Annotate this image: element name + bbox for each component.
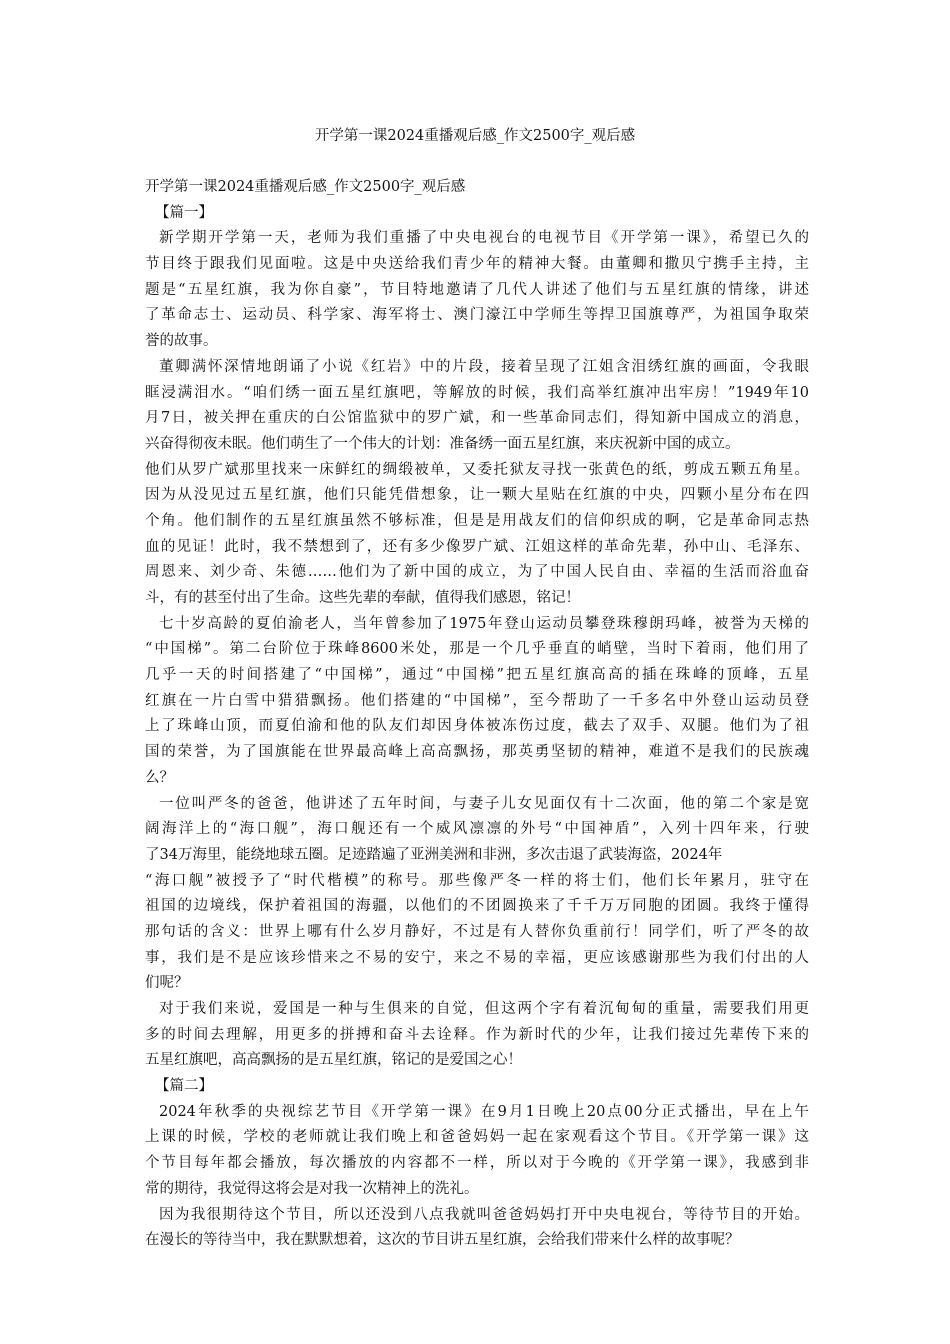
paragraph-line: 因为从没见过五星红旗，他们只能凭借想象，让一颗大星贴在红旗的中央，四颗小星分布在四 — [145, 487, 809, 504]
paragraph-line: 一位叫严冬的爸爸，他讲述了五年时间，与妻子儿女见面仅有十二次面，他的第二个家是宽 — [159, 795, 809, 812]
paragraph-line: 因为我很期待这个节目，所以还没到八点我就叫爸爸妈妈打开中央电视台，等待节目的开始。 — [159, 1206, 809, 1223]
paragraph-line: 题是“五星红旗，我为你自豪”，节目特地邀请了几代人讲述了他们与五星红旗的情缘，讲述 — [145, 281, 809, 298]
paragraph-line: 董卿满怀深情地朗诵了小说《红岩》中的片段，接着呈现了江姐含泪绣红旗的画面，令我眼 — [159, 358, 809, 375]
section-heading-1: 【篇一】 — [155, 204, 213, 221]
content-title: 开学第一课2024重播观后感_作文2500字_观后感 — [145, 179, 466, 195]
paragraph-line: 2024年秋季的央视综艺节目《开学第一课》在9月1日晚上20点00分正式播出，早在上午 — [159, 1103, 809, 1120]
paragraph-line: 月7日，被关押在重庆的白公馆监狱中的罗广斌，和一些革命同志们，得知新中国成立的消息， — [145, 410, 809, 427]
section-heading-2: 【篇二】 — [155, 1078, 213, 1095]
paragraph-line: “中国梯”。第二台阶位于珠峰8600米处，那是一个几乎垂直的峭壁，当时下着雨，他们用了 — [145, 641, 809, 658]
paragraph-line: 们呢？ — [145, 975, 189, 992]
paragraph-line: 个角。他们制作的五星红旗虽然不够标准，但是是用战友们的信仰织成的啊，它是革命同志热 — [145, 512, 809, 529]
paragraph-line: 那句话的含义：世界上哪有什么岁月静好，不过是有人替你负重前行！同学们，听了严冬的故 — [145, 923, 809, 940]
paragraph-line: 血的见证！此时，我不禁想到了，还有多少像罗广斌、江姐这样的革命先辈，孙中山、毛泽东、 — [145, 538, 809, 555]
paragraph-line: 祖国的边境线，保护着祖国的海疆，以他们的不团圆换来了千千万万同胞的团圆。我终于懂得 — [145, 898, 809, 915]
paragraph-line: “海口舰”被授予了“时代楷模”的称号。那些像严冬一样的将士们，他们长年累月，驻守在 — [145, 872, 809, 889]
paragraph-line: 他们从罗广斌那里找来一床鲜红的绸缎被单，又委托狱友寻找一张黄色的纸，剪成五颗五角星。 — [145, 461, 809, 478]
paragraph-line: 个节目每年都会播放，每次播放的内容都不一样，所以对于今晚的《开学第一课》，我感到非 — [145, 1155, 809, 1172]
paragraph-line: 对于我们来说，爱国是一种与生俱来的自觉，但这两个字有着沉甸甸的重量，需要我们用更 — [159, 1001, 809, 1017]
paragraph-line: 了34万海里，能绕地球五圈。足迹踏遍了亚洲美洲和非洲，多次击退了武装海盗，2024年 — [145, 846, 723, 863]
paragraph-line: 兴奋得彻夜未眠。他们萌生了一个伟大的计划：准备绣一面五星红旗，来庆祝新中国的成立。 — [145, 435, 740, 452]
page-header-title: 开学第一课2024重播观后感_作文2500字_观后感 — [314, 128, 636, 144]
paragraph-line: 眶浸满泪水。“咱们绣一面五星红旗吧，等解放的时候，我们高举红旗冲出牢房！”1949年10 — [145, 384, 809, 401]
paragraph-line: 国的荣誉，为了国旗能在世界最高峰上高高飘扬，那英勇坚韧的精神，难道不是我们的民族魂 — [145, 744, 809, 761]
paragraph-line: 几乎一天的时间搭建了“中国梯”，通过“中国梯”把五星红旗高高的插在珠峰的顶峰，五星 — [145, 667, 809, 684]
paragraph-line: 么？ — [145, 769, 174, 786]
document-body — [145, 175, 809, 1254]
paragraph-line: 新学期开学第一天，老师为我们重播了中央电视台的电视节目《开学第一课》，希望已久的 — [159, 230, 809, 247]
paragraph-line: 事，我们是不是应该珍惜来之不易的安宁，来之不易的幸福，更应该感谢那些为我们付出的人 — [145, 949, 809, 966]
paragraph-line: 斗，有的甚至付出了生命。这些先辈的奉献，值得我们感恩，铭记！ — [145, 590, 580, 606]
paragraph-line: 上课的时候，学校的老师就让我们晚上和爸爸妈妈一起在家观看这个节目。《开学第一课》这 — [145, 1129, 809, 1146]
paragraph-line: 五星红旗吧，高高飘扬的是五星红旗，铭记的是爱国之心！ — [145, 1052, 522, 1069]
paragraph-line: 了革命志士、运动员、科学家、海军将士、澳门濠江中学师生等捍卫国旗尊严，为祖国争取荣 — [145, 307, 809, 324]
paragraph-line: 节目终于跟我们见面啦。这是中央送给我们青少年的精神大餐。由董卿和撒贝宁携手主持，主 — [145, 256, 809, 273]
paragraph-line: 誉的故事。 — [145, 333, 218, 350]
paragraph-line: 常的期待，我觉得这将会是对我一次精神上的洗礼。 — [145, 1180, 479, 1197]
paragraph-line: 红旗在一片白雪中猎猎飘扬。他们搭建的“中国梯”，至今帮助了一千多名中外登山运动员登 — [145, 692, 809, 709]
paragraph-line: 七十岁高龄的夏伯渝老人，当年曾参加了1975年登山运动员攀登珠穆朗玛峰，被誉为天梯的 — [159, 615, 809, 632]
paragraph-line: 阔海洋上的“海口舰”，海口舰还有一个威风凛凛的外号“中国神盾”，入列十四年来，行驶 — [145, 821, 809, 838]
paragraph-line: 上了珠峰山顶，而夏伯渝和他的队友们却因身体被冻伤过度，截去了双手、双腿。他们为了祖 — [145, 718, 809, 735]
paragraph-line: 多的时间去理解，用更多的拼搏和奋斗去诠释。作为新时代的少年，让我们接过先辈传下来的 — [145, 1026, 809, 1043]
paragraph-line: 周恩来、刘少奇、朱德……他们为了新中国的成立，为了中国人民自由、幸福的生活而浴血奋 — [145, 564, 809, 581]
paragraph-line: 在漫长的等待当中，我在默默想着，这次的节目讲五星红旗，会给我们带来什么样的故事呢？ — [145, 1232, 740, 1249]
